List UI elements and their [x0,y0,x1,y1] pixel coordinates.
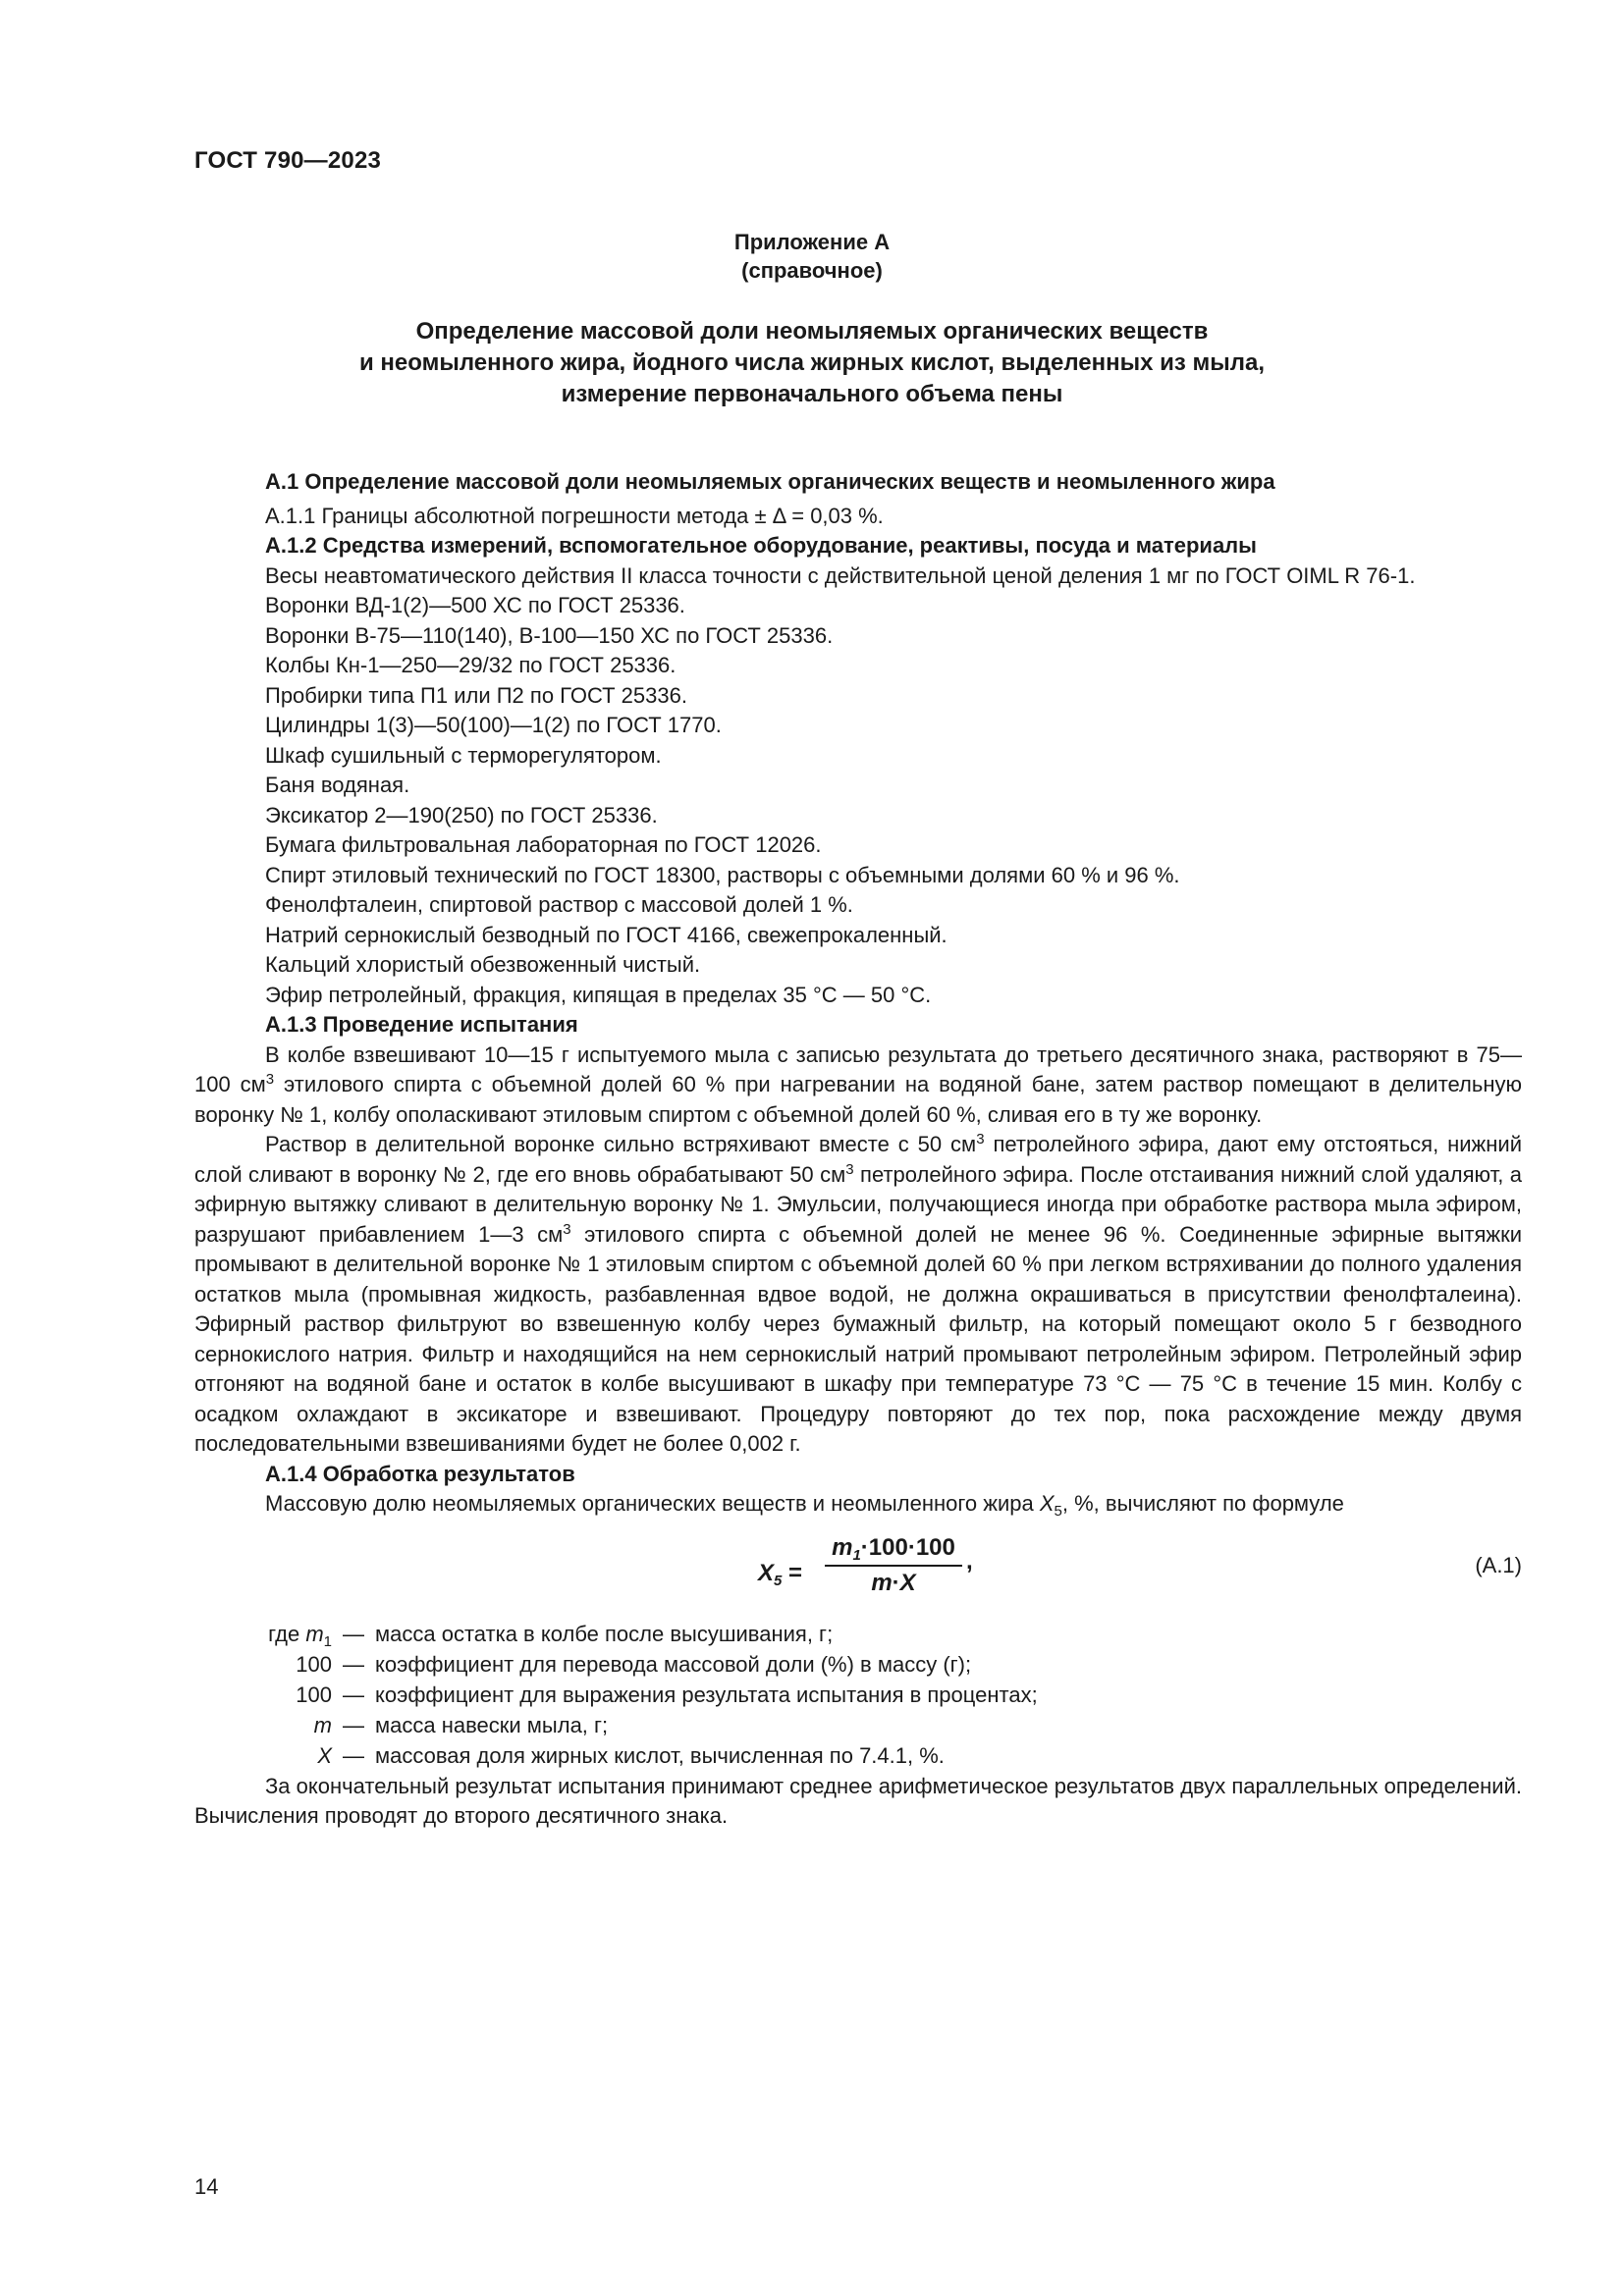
variable-row: где $m_1$ — масса остатка в колбе после высушивания, г; [268,1621,834,1650]
appendix-type: (справочное) [741,258,883,283]
final-paragraph: За окончательный результат испытания принимают среднее арифметическое результатов двух параллельных определений. Вычисления проводят до второго десятичного знака. [194,1773,1522,1828]
equipment-list [194,561,1522,1011]
document-code: ГОСТ 790—2023 [194,147,382,174]
formula-numerator: $m_1\cdot 100\cdot 100$ [832,1533,955,1564]
document-body [194,465,1522,1832]
variable-row: 100 — коэффициент для выражения результата испытания в процентах; [296,1682,1038,1707]
equipment-item: Воронки В-75—110(140), В-100—150 ХС по ГОСТ 25336. [265,622,834,648]
section-a1-heading: А.1 Определение массовой доли неомыляемых органических веществ и неомыленного жира [265,469,1275,494]
fraction-bar [825,1565,962,1567]
equipment-item: Натрий сернокислый безводный по ГОСТ 4166, свежепрокаленный. [265,922,947,947]
equipment-item: Бумага фильтровальная лабораторная по ГОСТ 12026. [265,832,822,857]
equipment-item: Баня водяная. [265,773,410,797]
equipment-item: Фенолфталеин, спиртовой раствор с массовой долей 1 %. [265,892,853,917]
procedure-paragraph-2: Раствор в делительной воронке сильно встряхивают вместе с 50 $см^3$ петролейного эфира, дают ему отстояться, нижний слой сливают в воронку № 2, где его вновь обрабатывают 50 $см^3$ петролейного эфира. После отстаивания нижний слой удаляют, а эфирную вытяжку сливают в делительную воронку № 1. Эмульсии, получающиеся иногда при обработке раствора мыла эфиром, разрушают прибавлением 1—3 $см^3$ этилового спирта с объемной долей не менее 96 %. Соединенные эфирные вытяжки промывают в делительной воронке № 1 этиловым спиртом с объемной долей 60 % при легком встряхивании до полного удаления остатков мыла (промывная жидкость, разбавленная вдвое водой, не должна окрашиваться в присутствии фенолфталеина). Эфирный раствор фильтруют во взвешенную колбу через бумажный фильтр, на который помещают около 5 г безводного сернокислого натрия. Фильтр и находящийся на нем сернокислый натрий промывают петролейным эфиром. Петролейный эфир отгоняют на водяной бане и остаток в колбе высушивают в шкафу при температуре 73 °С — 75 °С в течение 15 мин. Колбу с осадком охлаждают в эксикаторе и взвешивают. Процедуру повторяют до тех пор, пока расхождение между двумя последовательными взвешиваниями будет не более 0,002 г. [194,1131,1523,1456]
equipment-item: Кальций хлористый обезвоженный чистый. [265,952,701,977]
title-line-1: Определение массовой доли неомыляемых органических веществ [415,318,1209,345]
appendix-label: Приложение А [733,230,891,254]
equipment-item: Эфир петролейный, фракция, кипящая в пределах 35 °С — 50 °С. [265,982,932,1007]
section-a13-heading: А.1.3 Проведение испытания [265,1012,578,1037]
procedure-paragraph-1: В колбе взвешивают 10—15 г испытуемого мыла с записью результата до третьего десятичного знака, растворяют в 75—100 $см^3$ этилового спирта с объемной долей 60 % при нагревании на водяной бане, затем раствор помещают в делительную воронку № 1, колбу ополаскивают этиловым спиртом с объемной долей 60 %, сливая его в ту же воронку. [194,1041,1522,1127]
variable-legend [194,1620,1522,1772]
formula-number: (А.1) [1475,1552,1522,1577]
equipment-item: Весы неавтоматического действия II класса точности с действительной ценой деления 1 мг по ГОСТ OIML R 76-1. [265,562,1416,588]
calculation-intro: Массовую долю неомыляемых органических веществ и неомыленного жира $X_5$, %, вычисляют по формуле [265,1491,1344,1520]
equipment-item: Эксикатор 2—190(250) по ГОСТ 25336. [265,802,658,828]
section-a14-heading: А.1.4 Обработка результатов [265,1461,575,1486]
variable-row: X — массовая доля жирных кислот, вычисленная по 7.4.1, %. [317,1742,945,1768]
appendix-heading [0,228,1624,285]
equipment-item: Колбы Кн-1—250—29/32 по ГОСТ 25336. [265,653,677,677]
appendix-title [0,316,1624,410]
formula-denominator: m·X [871,1569,916,1596]
equipment-item: Цилиндры 1(3)—50(100)—1(2) по ГОСТ 1770. [265,713,722,737]
page-number: 14 [194,2174,219,2199]
variable-row: m — масса навески мыла, г; [313,1712,609,1737]
section-a11-text: А.1.1 Границы абсолютной погрешности метода ± Δ = 0,03 %. [265,503,884,528]
title-line-3: измерение первоначального объема пены [561,381,1063,407]
equipment-item: Шкаф сушильный с терморегулятором. [265,742,662,768]
section-a12-heading: А.1.2 Средства измерений, вспомогательное оборудование, реактивы, посуда и материалы [265,533,1257,558]
formula-comma: , [966,1547,973,1575]
formula-a1-row [194,1527,1522,1616]
variable-row: 100 — коэффициент для перевода массовой доли (%) в массу (г); [296,1651,972,1677]
equipment-item: Воронки ВД-1(2)—500 ХС по ГОСТ 25336. [265,593,685,617]
formula-fraction [825,1533,962,1598]
equipment-item: Спирт этиловый технический по ГОСТ 18300, растворы с объемными долями 60 % и 96 %. [265,862,1180,887]
formula-lhs: $X_5$ = [758,1559,803,1589]
equipment-item: Пробирки типа П1 или П2 по ГОСТ 25336. [265,682,687,708]
title-line-2: и неомыленного жира, йодного числа жирных кислот, выделенных из мыла, [358,349,1265,376]
